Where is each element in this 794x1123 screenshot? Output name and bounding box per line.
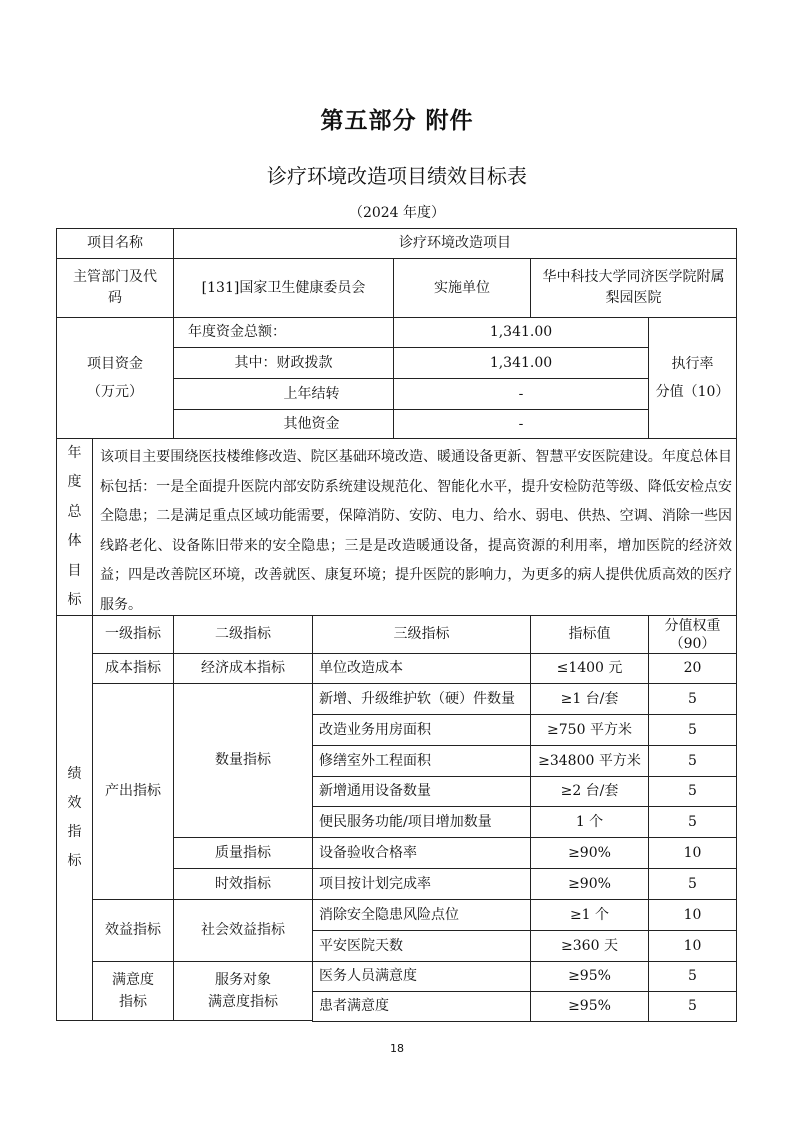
subgroup-quality: 质量指标 — [173, 837, 313, 869]
subgroup-service-sat-line2: 满意度指标 — [208, 994, 278, 1010]
indicator-name: 便民服务功能/项目增加数量 — [312, 806, 531, 838]
indicator-weight: 5 — [648, 806, 737, 838]
indicator-name: 设备验收合格率 — [312, 837, 531, 869]
funds-total-label: 年度资金总额： — [173, 317, 394, 348]
indicator-value: ≥1 个 — [530, 899, 649, 931]
funds-carryover-label: 上年结转 — [173, 378, 394, 410]
indicator-value: ≥90% — [530, 837, 649, 869]
indicator-weight: 10 — [648, 930, 737, 962]
impl-unit-value: 华中科技大学同济医学院附属梨园医院 — [530, 258, 737, 318]
goal-label-char: 度 — [67, 474, 82, 490]
indicator-value: ≥90% — [530, 868, 649, 900]
funds-fiscal-value: 1,341.00 — [393, 347, 649, 379]
indicator-value: ≥1 台/套 — [530, 683, 649, 715]
subgroup-quantity: 数量指标 — [173, 683, 313, 838]
funds-label — [56, 317, 174, 439]
group-benefit: 效益指标 — [92, 899, 174, 962]
funds-total-value: 1,341.00 — [393, 317, 649, 348]
indicator-value: ≥360 天 — [530, 930, 649, 962]
indicator-name: 单位改造成本 — [312, 653, 531, 684]
indicator-weight: 5 — [648, 776, 737, 807]
indicator-value: ≥95% — [530, 991, 649, 1022]
annual-goal-label — [56, 438, 93, 616]
header-weight-line1: 分值权重 — [664, 617, 721, 634]
subgroup-timeliness: 时效指标 — [173, 868, 313, 900]
indicator-name: 项目按计划完成率 — [312, 868, 531, 900]
dept-label: 主管部门及代码 — [56, 258, 174, 318]
year-label: （2024 年度） — [348, 205, 446, 221]
exec-rate-line2: 分值（10） — [655, 384, 730, 400]
impl-unit-label: 实施单位 — [393, 258, 531, 318]
dept-value: [131]国家卫生健康委员会 — [173, 258, 394, 318]
goal-label-char: 年 — [67, 444, 82, 461]
group-satisfaction-line2: 指标 — [119, 994, 147, 1010]
indicator-weight: 5 — [648, 683, 737, 715]
indicator-weight: 10 — [648, 837, 737, 869]
perf-label-char: 效 — [67, 795, 82, 811]
header-level1: 一级指标 — [92, 615, 174, 654]
subgroup-service-satisfaction — [173, 961, 313, 1021]
indicator-weight: 5 — [648, 961, 737, 992]
exec-rate-line1: 执行率 — [671, 356, 714, 372]
indicator-name: 新增、升级维护软（硬）件数量 — [312, 683, 531, 715]
indicator-value: ≥2 台/套 — [530, 776, 649, 807]
header-level2: 二级指标 — [173, 615, 313, 654]
part-title: 第五部分 附件 — [320, 108, 474, 134]
project-name-label: 项目名称 — [56, 228, 174, 259]
header-value: 指标值 — [530, 615, 649, 654]
page-number: 18 — [390, 1042, 404, 1055]
subgroup-economic-cost: 经济成本指标 — [173, 653, 313, 684]
project-name-value: 诊疗环境改造项目 — [173, 228, 737, 259]
indicator-value: ≥34800 平方米 — [530, 745, 649, 777]
funds-carryover-value: - — [393, 378, 649, 410]
performance-label — [56, 615, 93, 1021]
table-title: 诊疗环境改造项目绩效目标表 — [267, 164, 527, 188]
perf-label-char: 指 — [67, 824, 82, 840]
indicator-weight: 5 — [648, 745, 737, 777]
goal-label-char: 总 — [67, 503, 82, 520]
group-cost: 成本指标 — [92, 653, 174, 684]
perf-label-char: 绩 — [67, 766, 82, 782]
exec-rate-label — [648, 317, 737, 439]
indicator-weight: 10 — [648, 899, 737, 931]
subgroup-service-sat-line1: 服务对象 — [215, 972, 271, 988]
goal-label-char: 目 — [67, 562, 82, 579]
indicator-value: ≥750 平方米 — [530, 714, 649, 746]
indicator-name: 患者满意度 — [312, 991, 531, 1022]
indicator-value: ≤1400 元 — [530, 653, 649, 684]
funds-other-value: - — [393, 409, 649, 439]
group-satisfaction — [92, 961, 174, 1021]
indicator-name: 平安医院天数 — [312, 930, 531, 962]
indicator-name: 改造业务用房面积 — [312, 714, 531, 746]
indicator-value: 1 个 — [530, 806, 649, 838]
goal-label-char: 体 — [67, 533, 82, 549]
indicator-name: 医务人员满意度 — [312, 961, 531, 992]
header-weight-line2: （90） — [669, 635, 716, 652]
subgroup-social-benefit: 社会效益指标 — [173, 899, 313, 962]
perf-label-char: 标 — [67, 853, 82, 869]
header-weight — [648, 615, 737, 654]
annual-goal-text: 该项目主要围绕医技楼维修改造、院区基础环境改造、暖通设备更新、智慧平安医院建设。年度总体目标包括：一是全面提升医院内部安防系统建设规范化、智能化水平，提升安检防范等级、降低安检点安全隐患；二是满足重点区域功能需要，保障消防、安防、电力、给水、弱电、供热、空调、消除一些因线路老化、设备陈旧带来的安全隐患；三是是改造暖通设备，提高资源的利用率，增加医院的经济效益；四是改善院区环境，改善就医、康复环境；提升医院的影响力，为更多的病人提供优质高效的医疗服务。 — [92, 438, 737, 616]
indicator-weight: 5 — [648, 991, 737, 1022]
indicator-value: ≥95% — [530, 961, 649, 992]
indicator-name: 消除安全隐患风险点位 — [312, 899, 531, 931]
indicator-weight: 5 — [648, 868, 737, 900]
group-satisfaction-line1: 满意度 — [112, 972, 154, 988]
indicator-name: 修缮室外工程面积 — [312, 745, 531, 777]
goal-label-char: 标 — [67, 592, 82, 608]
indicator-weight: 5 — [648, 714, 737, 746]
indicator-weight: 20 — [648, 653, 737, 684]
group-output: 产出指标 — [92, 683, 174, 900]
header-level3: 三级指标 — [312, 615, 531, 654]
funds-label-line2: （万元） — [87, 384, 143, 400]
indicator-name: 新增通用设备数量 — [312, 776, 531, 807]
funds-other-label: 其他资金 — [173, 409, 394, 439]
funds-fiscal-label: 其中：财政拨款 — [173, 347, 394, 379]
funds-label-line1: 项目资金 — [87, 356, 143, 372]
